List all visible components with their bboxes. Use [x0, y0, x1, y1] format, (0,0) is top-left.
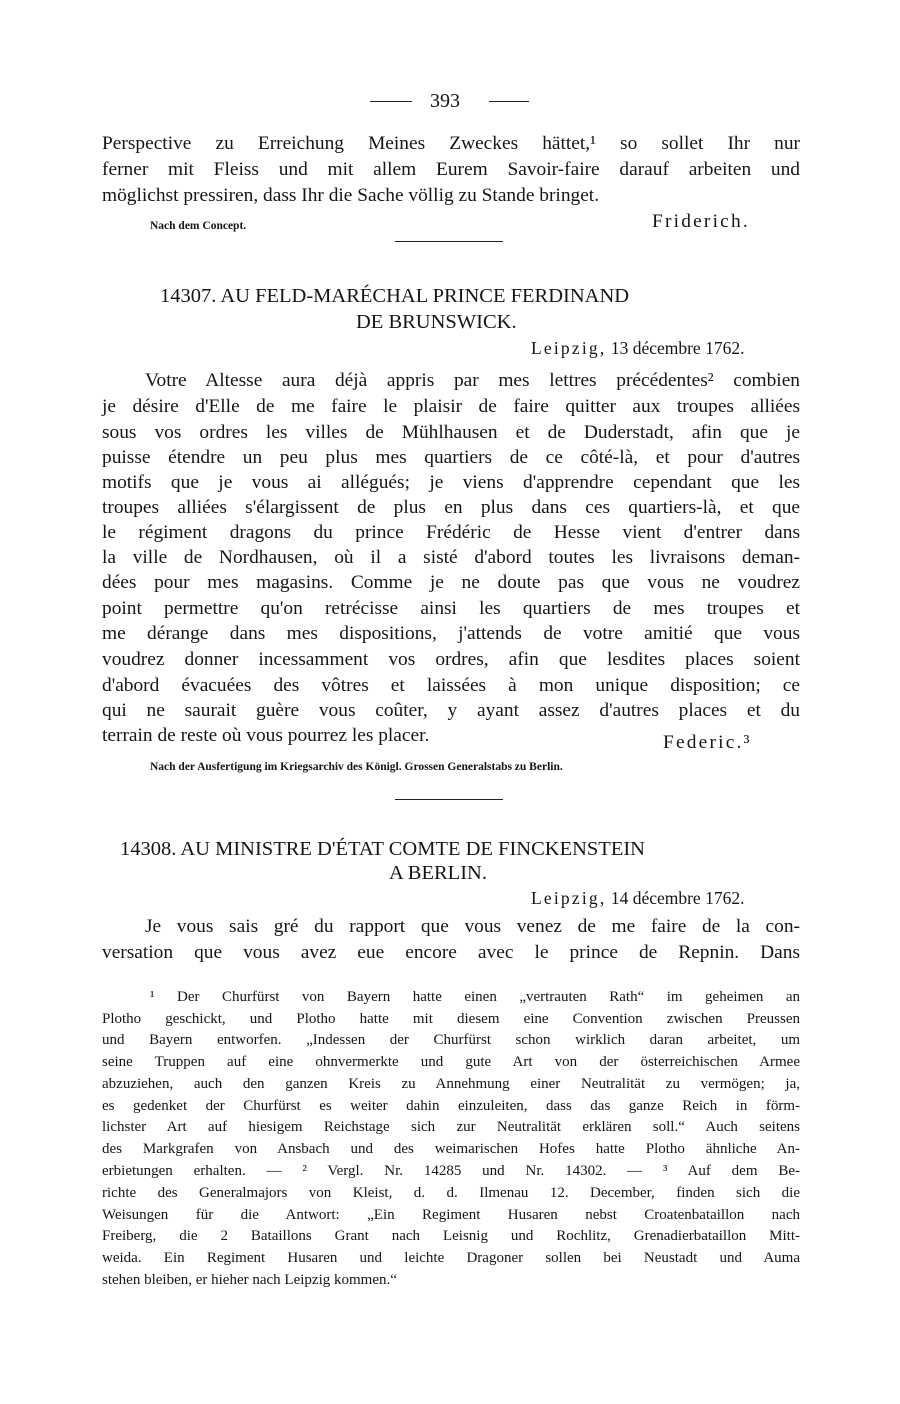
letter-heading: 14308. AU MINISTRE D'ÉTAT COMTE DE FINCKENSTEIN	[120, 838, 645, 860]
place: Leipzig,	[531, 888, 607, 908]
footnote-line: weida. Ein Regiment Husaren und leichte Dragoner sollen bei Neustadt und Auma	[102, 1250, 800, 1266]
footnote-line: lichster Art auf hiesigem Reichstage sich zur Neutralität erklären soll.“ Auch seitens	[102, 1119, 800, 1135]
footnote-line: erbietungen erhalten. — ² Vergl. Nr. 14285 und Nr. 14302. — ³ Auf dem Be-	[102, 1163, 800, 1179]
section-divider	[395, 241, 503, 242]
header-rule-left	[370, 101, 412, 102]
source-note: Nach dem Concept.	[150, 220, 247, 232]
footnote-line: des Markgrafen von Ansbach und des weimarischen Hofes hatte Plotho ähnliche An-	[102, 1141, 800, 1157]
text-line: Perspective zu Erreichung Meines Zweckes hättet,¹ so sollet Ihr nur	[102, 133, 800, 154]
page-number: 393	[430, 90, 460, 112]
header-rule-right	[489, 101, 529, 102]
text-line: voudrez donner incessamment vos ordres, afin que lesdites places soient	[102, 649, 800, 670]
footnote-line: Weisungen für die Antwort: „Ein Regiment Husaren nebst Croatenbataillon nach	[102, 1207, 800, 1223]
text-line: d'abord évacuées des vôtres et laissées à mon unique disposition; ce	[102, 675, 800, 696]
text-line: puisse étendre un peu plus mes quartiers de ce côté-là, et pour d'autres	[102, 447, 800, 468]
text-line: troupes alliées s'élargissent de plus en plus dans ces quartiers-là, et que	[102, 497, 800, 518]
text-line: ferner mit Fleiss und mit allem Eurem Savoir-faire darauf arbeiten und	[102, 159, 800, 180]
letter-heading-continued: DE BRUNSWICK.	[356, 311, 517, 333]
text-line: le régiment dragons du prince Frédéric de Hesse vient d'entrer dans	[102, 522, 800, 543]
footnote-line: und Bayern entworfen. „Indessen der Churfürst schon wirklich daran arbeitet, um	[102, 1032, 800, 1048]
footnote-line: Plotho geschickt, und Plotho hatte mit diesem eine Convention zwischen Preussen	[102, 1011, 800, 1027]
text-line: versation que vous avez eue encore avec le prince de Repnin. Dans	[102, 942, 800, 963]
footnote-line: stehen bleiben, er hieher nach Leipzig kommen.“	[102, 1272, 397, 1288]
text-line: motifs que je vous ai allégués; je viens d'apprendre cependant que les	[102, 472, 800, 493]
text-line: dées pour mes magasins. Comme je ne doute pas que vous ne voudrez	[102, 572, 800, 593]
source-note: Nach der Ausfertigung im Kriegsarchiv des Königl. Grossen Generalstabs zu Berlin.	[150, 761, 563, 773]
text-line: terrain de reste où vous pourrez les placer.	[102, 725, 430, 746]
section-divider	[395, 799, 503, 800]
footnote-line: abzuziehen, auch den ganzen Kreis zu Annehmung einer Neutralität zu vermögen; ja,	[102, 1076, 800, 1092]
footnote-line: richte des Generalmajors von Kleist, d. d. Ilmenau 12. December, finden sich die	[102, 1185, 800, 1201]
place: Leipzig,	[531, 338, 607, 358]
dateline	[531, 336, 744, 360]
text-line: qui ne saurait guère vous coûter, y ayant assez d'autres places et du	[102, 700, 800, 721]
date: 14 décembre 1762.	[610, 888, 745, 908]
footnote-line: es gedenket der Churfürst es weiter dahin einzuleiten, dass das ganze Reich in förm-	[102, 1098, 800, 1114]
text-line: Votre Altesse aura déjà appris par mes lettres précédentes² combien	[145, 370, 800, 391]
text-line: la ville de Nordhausen, où il a sisté d'abord toutes les livraisons deman-	[102, 547, 800, 568]
signature: Friderich.	[652, 211, 750, 232]
letter-heading-continued: A BERLIN.	[389, 862, 487, 884]
footnote-line: Freiberg, die 2 Bataillons Grant nach Leisnig und Rochlitz, Grenadierbataillon Mitt-	[102, 1228, 800, 1244]
signature: Federic.³	[663, 732, 752, 753]
footnote-line: seine Truppen auf eine ohnvermerkte und gute Art von der österreichischen Armee	[102, 1054, 800, 1070]
text-line: me dérange dans mes dispositions, j'attends de votre amitié que vous	[102, 623, 800, 644]
footnote-line: ¹ Der Churfürst von Bayern hatte einen „vertrauten Rath“ im geheimen an	[150, 989, 800, 1005]
text-line: je désire d'Elle de me faire le plaisir de faire quitter aux troupes alliées	[102, 396, 800, 417]
text-line: Je vous sais gré du rapport que vous venez de me faire de la con-	[145, 916, 800, 937]
date: 13 décembre 1762.	[610, 338, 745, 358]
dateline	[531, 886, 744, 910]
letter-heading: 14307. AU FELD-MARÉCHAL PRINCE FERDINAND	[160, 285, 630, 307]
text-line: point permettre qu'on retrécisse ainsi les quartiers de mes troupes et	[102, 598, 800, 619]
text-line: möglichst pressiren, dass Ihr die Sache völlig zu Stande bringet.	[102, 185, 600, 206]
text-line: sous vos ordres les villes de Mühlhausen et de Duderstadt, afin que je	[102, 422, 800, 443]
